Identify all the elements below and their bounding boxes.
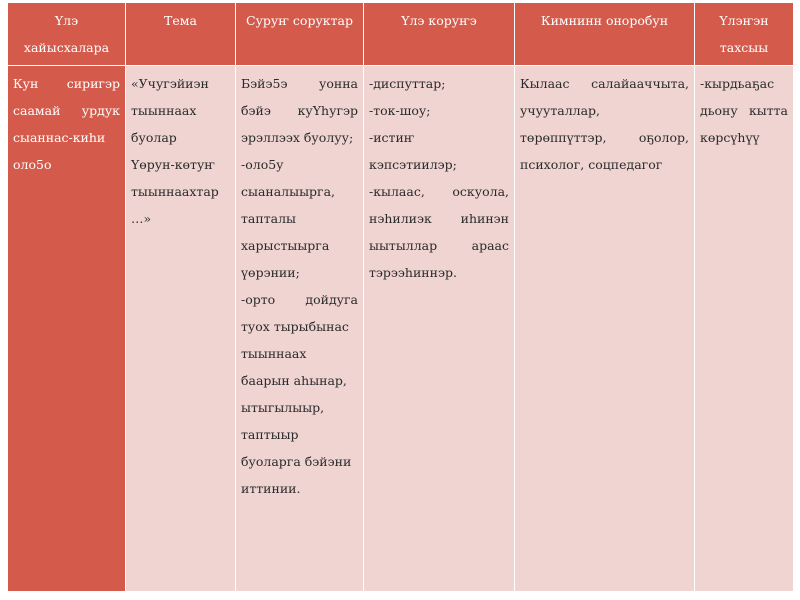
cell-line: оло5о — [13, 157, 52, 172]
cell-line: нэhилиэк иhинэн — [369, 211, 509, 226]
cell-line: тыыннаах — [241, 346, 307, 361]
cell-line: дьону кытта — [700, 103, 788, 118]
cell-line: ыытыллар араас — [369, 238, 509, 253]
header-theme: Тема — [126, 3, 236, 66]
cell-line: Кылаас салайааччыта, — [520, 76, 689, 91]
cell-line: -оло5у — [241, 157, 284, 172]
table-row — [8, 66, 794, 592]
cell-line: ытыгылыыр, — [241, 400, 325, 415]
cell-line: психолог, соцпедагог — [520, 157, 663, 172]
cell-line: буоларга бэйэни — [241, 454, 352, 469]
cell-line: баарын аhынар, — [241, 373, 347, 388]
work-plan-table — [7, 2, 794, 592]
cell-line: көрсүhүү — [700, 130, 760, 145]
cell-line: учууталлар, — [520, 103, 601, 118]
cell-line: -ток-шоу; — [369, 103, 431, 118]
cell-line: -орто дойдуга — [241, 292, 358, 307]
cell-line: тапталы — [241, 211, 296, 226]
cell-line: -кырдьаҕас — [700, 76, 775, 91]
cell-line: тыыннаахтар — [131, 184, 219, 199]
header-result: Үлэҥэн тахсыы — [695, 3, 794, 66]
cell-forms — [364, 66, 515, 592]
cell-result — [695, 66, 794, 592]
cell-line: …» — [131, 211, 152, 226]
cell-line: сыаналыырга, — [241, 184, 336, 199]
cell-line: үөрэнии; — [241, 265, 300, 280]
cell-line: -диспуттар; — [369, 76, 446, 91]
cell-line: төрөппүттэр, оҕолор, — [520, 130, 689, 145]
cell-line: сыаннас-киhи — [13, 130, 106, 145]
cell-line: тэрээhиннэр. — [369, 265, 457, 280]
cell-line: иттинии. — [241, 481, 301, 496]
cell-partners — [515, 66, 695, 592]
header-partners: Кимнинн оноробун — [515, 3, 695, 66]
cell-line: Үөрун-көтуҥ — [131, 157, 215, 172]
cell-line: Кун сиригэр — [13, 76, 120, 91]
cell-line: «Учугэйиэн — [131, 76, 209, 91]
header-stages: Үлэ хайысхалара — [8, 3, 126, 66]
cell-line: туох тырыбынас — [241, 319, 349, 334]
cell-line: -истиҥ — [369, 130, 415, 145]
cell-line: -кылаас, оскуола, — [369, 184, 509, 199]
cell-line: саамай урдук — [13, 103, 120, 118]
cell-line: тыыннаах — [131, 103, 197, 118]
cell-line: бэйэ куҮhугэр — [241, 103, 358, 118]
header-tasks: Суруҥ соруктар — [236, 3, 364, 66]
cell-line: Бэйэ5э уонна — [241, 76, 358, 91]
cell-line: таптыыр — [241, 427, 299, 442]
cell-line: харыстыырга — [241, 238, 330, 253]
cell-line: кэпсэтиилэр; — [369, 157, 457, 172]
cell-tasks — [236, 66, 364, 592]
table-header-row — [8, 3, 794, 66]
cell-line: эрэллээх буолуу; — [241, 130, 354, 145]
cell-line: буолар — [131, 130, 177, 145]
header-forms: Үлэ коруҥэ — [364, 3, 515, 66]
cell-stage — [8, 66, 126, 592]
cell-theme — [126, 66, 236, 592]
